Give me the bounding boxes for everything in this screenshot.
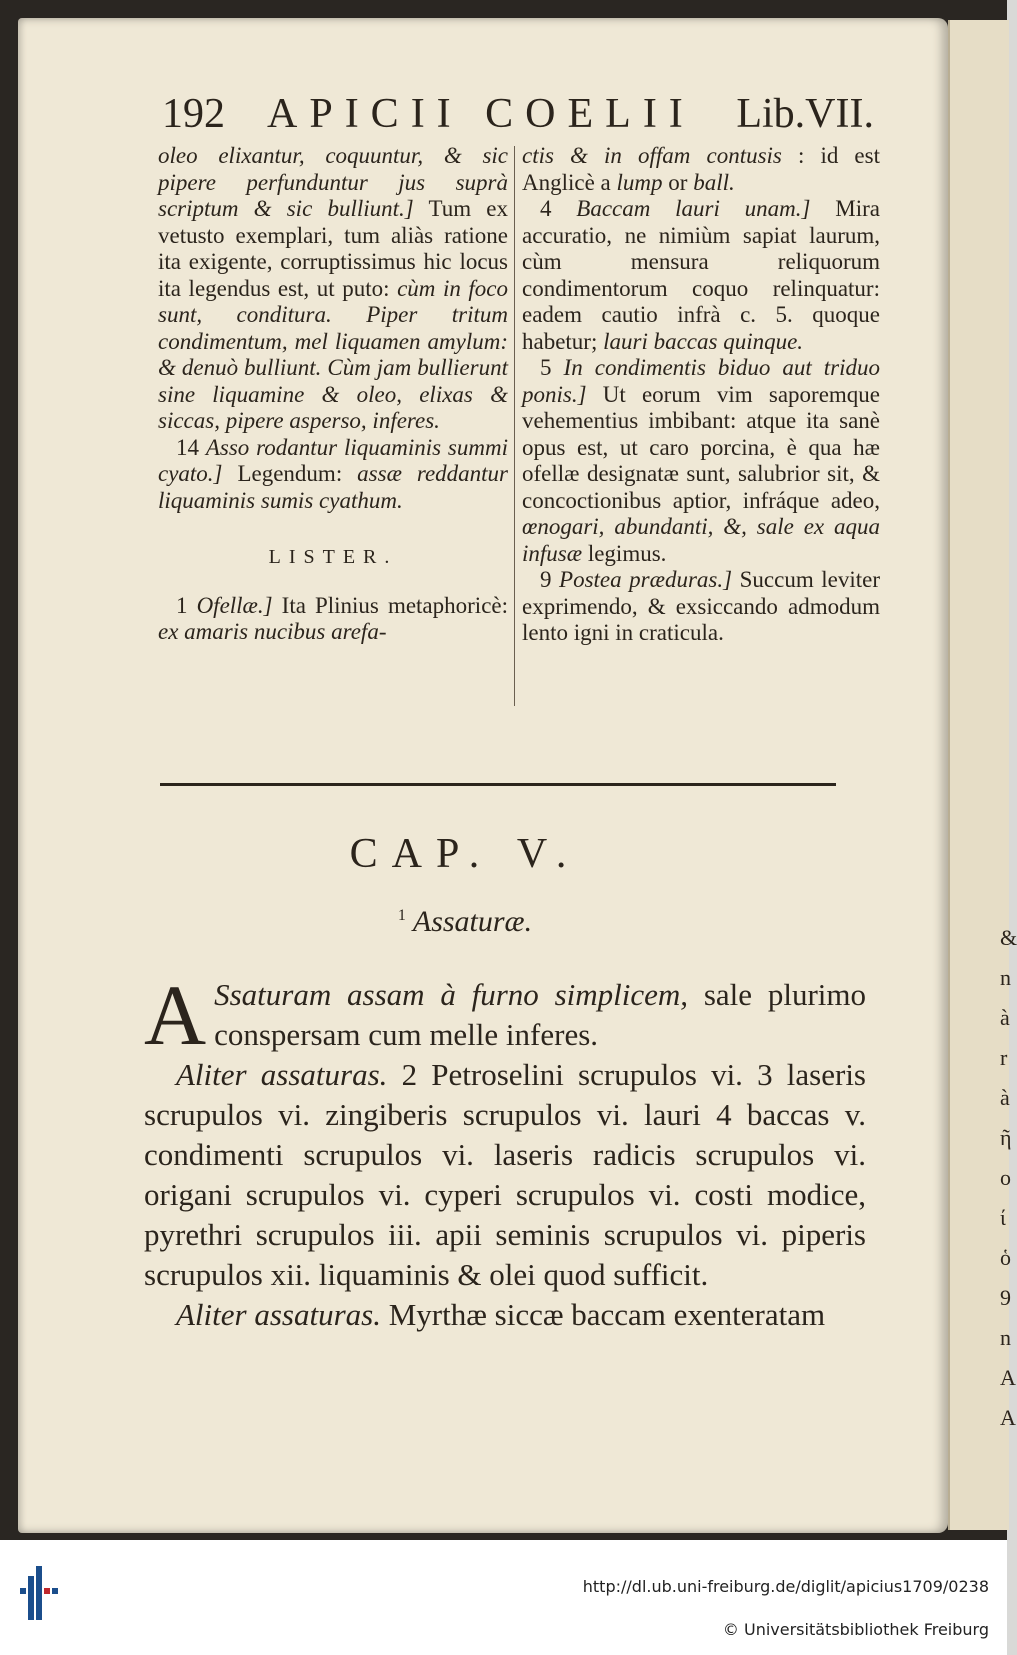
- adjacent-fragment: 9: [1000, 1285, 1011, 1310]
- note-number: 14: [176, 434, 199, 460]
- section-rule: [160, 783, 836, 786]
- note-lemma: Ofellæ.]: [196, 592, 273, 618]
- note-quote: lauri baccas quinque.: [603, 328, 804, 354]
- note-text: Ita Plinius metaphoricè:: [281, 592, 508, 618]
- note-text: or: [668, 169, 688, 195]
- drop-cap: A: [144, 967, 207, 1063]
- permalink[interactable]: http://dl.ub.uni-freiburg.de/diglit/apicius1709/0238: [582, 1577, 989, 1596]
- book-label: Lib.VII.: [736, 91, 874, 137]
- note-quote: cùm in foco sunt, conditura. Piper tritum condimentum, mel liquamen amylum: & denuò bulliunt. Cùm jam bullierunt sine liquamine & oleo, elixas & siccas, pipere asperso, inferes.: [158, 275, 509, 433]
- note-paragraph: [522, 196, 880, 355]
- note-paragraph: [158, 435, 508, 515]
- note-text: Mira accuratio, ne nimiùm sapiat laurum, cùm mensura reliquorum condimentorum coquo relinquatur: eadem cautio infrà c. 5. quoque habetur;: [522, 196, 881, 354]
- note-text: Ut eorum vim saporemque vehementius imbibant: atque ita sanè opus est, ut caro porcina, è qua hæ ofellæ designatæ sunt, salubrior sit, & concoctionibus aptior, infráque adeo,: [522, 381, 880, 513]
- note-paragraph: [158, 143, 508, 435]
- note-number: 9: [540, 567, 552, 592]
- note-quote: ctis & in offam contusis: [522, 143, 782, 168]
- main-paragraph: [144, 967, 867, 1063]
- adjacent-fragment: n: [1000, 965, 1011, 990]
- main-italic: Aliter assaturas.: [176, 1297, 381, 1332]
- right-column: [522, 143, 880, 647]
- adjacent-fragment: ὁ: [1000, 1245, 1011, 1270]
- main-text: [144, 967, 867, 1335]
- running-header: [162, 88, 882, 140]
- left-column: [158, 143, 508, 646]
- adjacent-fragment: A: [1000, 1365, 1016, 1390]
- adjacent-fragment: n: [1000, 1325, 1011, 1350]
- adjacent-fragment: A: [1000, 1405, 1016, 1430]
- main-italic: Aliter assaturas.: [176, 1057, 388, 1092]
- note-text: Tum ex vetusto exemplari, tum aliàs ratione ita exigente, corruptissimus hic locus ita legendus est, ut puto:: [158, 196, 508, 301]
- section-title: [0, 905, 930, 939]
- main-paragraph: [144, 1295, 866, 1335]
- note-quote: lump: [616, 169, 663, 195]
- section-title-text: Assaturæ.: [412, 905, 533, 938]
- note-text: : id est Anglicè a: [522, 143, 880, 195]
- main-roman: 2 Petroselini scrupulos vi. 3 laseris scrupulos vi. zingiberis scrupulos vi. lauri 4 baccas v. condimenti scrupulos vi. laseris radicis scrupulos vi. origani scrupulos vi. cyperi scrupulos vi. costi modice, pyrethri scrupulos iii. apii seminis scrupulos vi. piperis scrupulos xii. liquaminis & olei quod sufficit.: [144, 1057, 866, 1292]
- note-paragraph: [522, 567, 880, 647]
- library-logo-icon: [14, 1558, 60, 1628]
- note-text: Legendum:: [237, 461, 343, 486]
- adjacent-fragment: ο: [1000, 1165, 1011, 1190]
- note-number: 4: [540, 196, 552, 221]
- note-paragraph: [522, 143, 880, 196]
- chapter-heading: CAP. V.: [349, 831, 581, 877]
- adjacent-fragment: ῆ: [1000, 1125, 1012, 1150]
- running-title: APICII COELII: [267, 91, 695, 137]
- section-number: 1: [397, 907, 406, 924]
- note-lemma: In condimentis biduo aut triduo ponis.]: [522, 355, 881, 407]
- note-quote: ball.: [693, 169, 735, 195]
- note-text: Succum leviter exprimendo, & exsiccando admodum lento igni in craticula.: [522, 567, 881, 645]
- main-paragraph: [144, 1055, 866, 1295]
- copyright-notice: © Universitätsbibliothek Freiburg: [722, 1620, 989, 1639]
- note-number: 1: [176, 592, 188, 618]
- note-quote: assæ reddantur liquaminis sumis cyathum.: [158, 461, 509, 513]
- main-roman: Myrthæ siccæ baccam exenteratam: [388, 1297, 826, 1332]
- adjacent-fragment: r: [1000, 1045, 1008, 1070]
- note-lemma: Asso rodantur liquaminis summi cyato.]: [158, 434, 508, 486]
- note-number: 5: [540, 355, 552, 380]
- column-divider: [514, 146, 515, 706]
- note-paragraph: [158, 593, 508, 646]
- adjacent-fragment: à: [1000, 1085, 1010, 1110]
- note-lemma: oleo elixantur, coquuntur, & sic pipere perfunduntur jus suprà scriptum & sic bulliunt.]: [158, 143, 508, 221]
- note-quote: ex amaris nucibus arefa-: [158, 619, 387, 644]
- main-roman: sale plurimo conspersam cum melle inferes.: [214, 977, 867, 1052]
- note-paragraph: [522, 355, 880, 567]
- note-quote: œnogari, abundanti, &, sale ex aqua infusæ: [522, 514, 880, 566]
- adjacent-page-edge: [948, 20, 1017, 1530]
- adjacent-fragment: à: [1000, 1005, 1010, 1030]
- adjacent-fragment: ί: [1000, 1205, 1006, 1230]
- main-italic: Ssaturam assam à furno simplicem,: [214, 977, 689, 1012]
- lister-heading: LISTER.: [268, 546, 398, 568]
- adjacent-fragment: &: [1000, 925, 1017, 950]
- note-text: legimus.: [587, 540, 667, 566]
- note-lemma: Baccam lauri unam.]: [576, 196, 811, 221]
- note-lemma: Postea præduras.]: [559, 567, 733, 592]
- page-number: 192: [162, 91, 225, 137]
